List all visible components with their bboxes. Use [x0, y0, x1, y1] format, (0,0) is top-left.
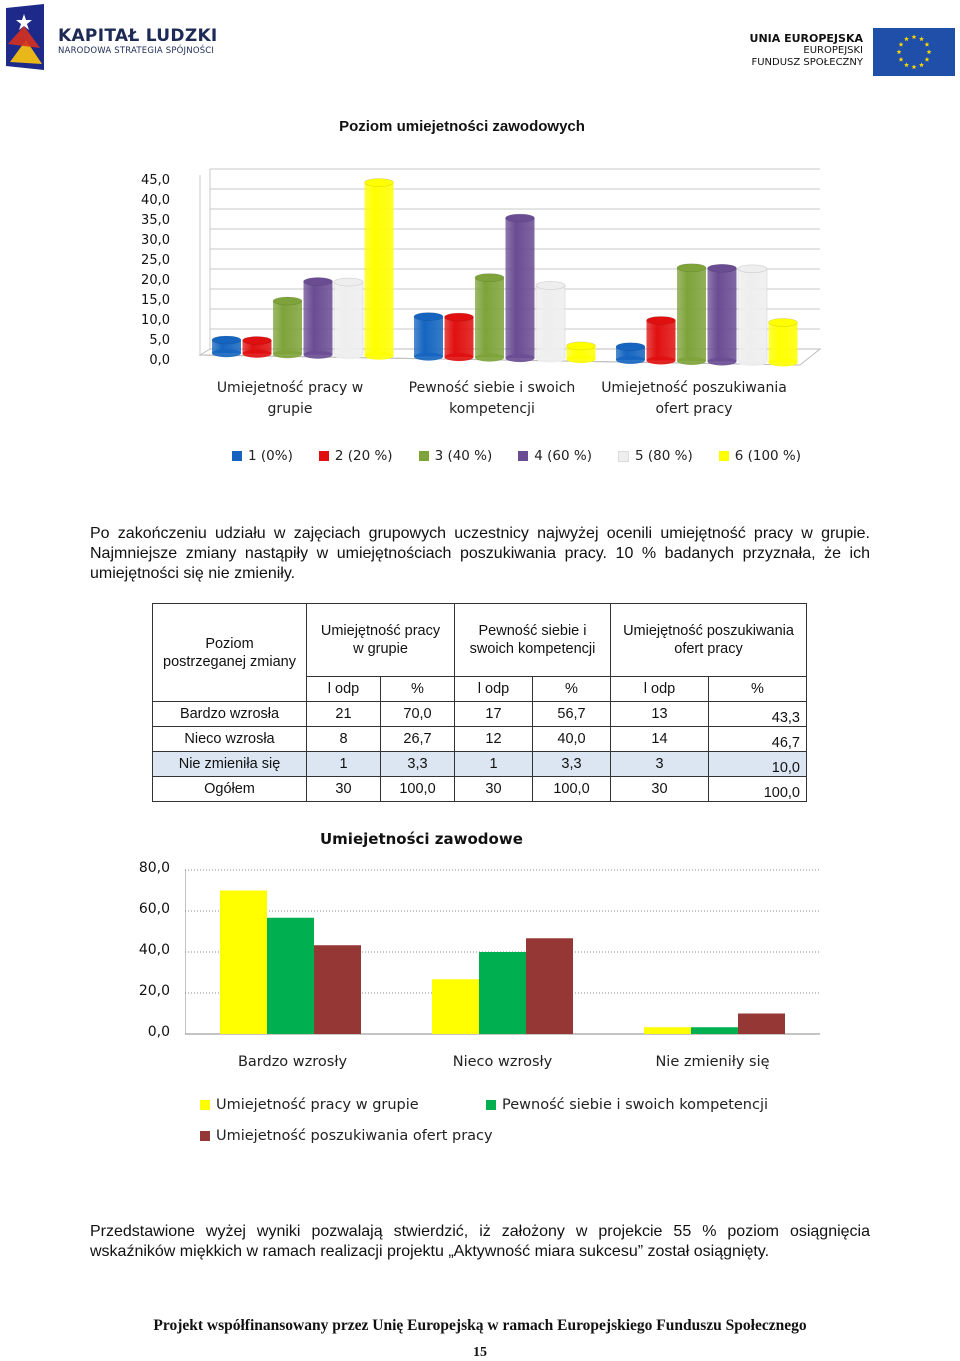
table-cell: Bardzo wzrosła: [153, 702, 307, 727]
eu-flag-icon: [873, 28, 955, 76]
chart1-bar: [475, 274, 504, 362]
chart1-bar: [273, 297, 302, 358]
logo-title: KAPITAŁ LUDZKI: [58, 26, 218, 46]
table-cell: 3,3: [381, 752, 455, 777]
chart1-bar: [304, 278, 333, 359]
chart1-y-tick: 0,0: [149, 353, 170, 368]
chart1-cat3-line2: ofert pracy: [655, 401, 733, 417]
chart2-category-label-1: Bardzo wzrosły: [237, 1054, 348, 1070]
chart1-bar: [506, 214, 535, 362]
legend-swatch-6: [719, 451, 729, 461]
table-header-confidence-line1: Pewność siebie i: [478, 623, 587, 639]
table-cell: 1: [455, 752, 533, 777]
chart1-bar: [334, 278, 363, 359]
chart1-bar: [616, 343, 645, 364]
chart2-bar: [479, 952, 526, 1034]
chart2-legend-label-1: Umiejetność pracy w grupie: [216, 1097, 419, 1113]
chart1-category-label-3: [594, 378, 794, 420]
footer-text: Projekt współfinansowany przez Unię Europejską w ramach Europejskiego Funduszu Społecznego: [153, 1317, 807, 1334]
chart1-y-tick: 25,0: [141, 253, 170, 268]
chart2-legend-label-2: Pewność siebie i swoich kompetencji: [502, 1097, 769, 1113]
table-cell: 17: [455, 702, 533, 727]
table-header-level: [153, 604, 307, 702]
chart2-legend-item-3: [200, 1128, 493, 1144]
legend-item-4: [518, 448, 592, 464]
chart1-cat2-line2: kompetencji: [449, 401, 535, 417]
paragraph-summary: Po zakończeniu udziału w zajęciach grupowych uczestnicy najwyżej ocenili umiejętność pracy w grupie. Najmniejsze zmiany nastąpiły w umiejętnościach poszukiwania pracy. 10 % badanych przyznała, że ich umiejętności się nie zmieniły.: [90, 525, 870, 582]
chart1-bar: [567, 342, 596, 363]
table-subheader: l odp: [611, 677, 709, 702]
results-table: [152, 603, 807, 802]
table-cell: 1: [307, 752, 381, 777]
table-subheader: %: [381, 677, 455, 702]
table-header-confidence: [455, 604, 611, 677]
table-header-teamwork-line1: Umiejętność pracy: [320, 623, 441, 639]
chart1-y-tick: 40,0: [141, 193, 170, 208]
chart1-bar: [769, 318, 798, 366]
chart1-y-tick: 45,0: [141, 173, 170, 188]
table-cell: 13: [611, 702, 709, 727]
chart2-bar: [220, 891, 267, 1035]
eu-line-1: UNIA EUROPEJSKA: [749, 32, 863, 45]
chart2-plot: [185, 860, 825, 1040]
chart1-bar: [708, 264, 737, 365]
chart1-plot: [180, 150, 830, 375]
chart1-cat3-line1: Umiejetność poszukiwania: [601, 380, 787, 396]
table-cell: 30: [455, 777, 533, 802]
table-row: [153, 777, 807, 802]
chart1-category-label-2: [402, 378, 582, 420]
chart1-bar: [647, 316, 676, 364]
table-header-teamwork-line2: w grupie: [353, 641, 408, 657]
chart2-category-label-2: Nieco wzrosły: [452, 1054, 553, 1070]
table-cell: 46,7: [709, 727, 807, 752]
table-cell: 56,7: [533, 702, 611, 727]
chart2-y-tick: 60,0: [138, 901, 170, 917]
table-row: [153, 702, 807, 727]
chart2-y-tick: 40,0: [138, 942, 170, 958]
table-header-teamwork: [307, 604, 455, 677]
chart1-bar: [243, 337, 272, 358]
table-subheader: %: [709, 677, 807, 702]
chart1-y-tick: 30,0: [141, 233, 170, 248]
legend-item-3: [419, 448, 493, 464]
table-header-jobsearch-line1: Umiejętność poszukiwania: [623, 623, 794, 639]
chart1-y-tick: 15,0: [141, 293, 170, 308]
table-cell: 26,7: [381, 727, 455, 752]
chart2-bar: [526, 938, 573, 1034]
legend-label-6: 6 (100 %): [734, 448, 802, 464]
chart1-y-tick: 20,0: [141, 273, 170, 288]
chart2-bar: [691, 1027, 738, 1034]
legend-item-6: [719, 448, 801, 464]
chart1-bar: [445, 313, 474, 361]
chart2-legend-swatch-1: [200, 1100, 210, 1110]
legend-swatch-4: [518, 451, 528, 461]
legend-item-5: [618, 448, 693, 464]
chart2-category-label-3: Nie zmieniły się: [655, 1054, 770, 1070]
table-header-level-line1: Poziom: [205, 635, 254, 652]
legend-label-4: 4 (60 %): [534, 448, 592, 464]
chart2-title: Umiejetności zawodowe: [320, 830, 523, 848]
table-header-level-line2: postrzeganej zmiany: [163, 653, 296, 670]
table-row: [153, 752, 807, 777]
legend-label-2: 2 (20 %): [334, 448, 393, 464]
chart1-bar: [738, 265, 767, 366]
table-cell: 100,0: [381, 777, 455, 802]
chart1-y-tick: 10,0: [141, 313, 170, 328]
table-cell: 10,0: [709, 752, 807, 777]
chart1-bar: [212, 336, 241, 357]
eu-text-block: [750, 33, 863, 69]
chart1-bar: [414, 313, 443, 361]
legend-item-1: [232, 448, 293, 464]
chart1-title: Poziom umiejetności zawodowych: [339, 118, 585, 135]
chart2-y-tick: 80,0: [138, 860, 170, 876]
page-number: 15: [473, 1345, 487, 1360]
table-header-confidence-line2: swoich kompetencji: [469, 641, 596, 657]
legend-label-5: 5 (80 %): [635, 448, 693, 464]
chart1-bar: [677, 264, 706, 365]
table-cell: 8: [307, 727, 381, 752]
legend-swatch-2: [319, 451, 329, 461]
chart1-y-tick: 35,0: [141, 213, 170, 228]
legend-swatch-1: [232, 451, 242, 461]
chart2-legend-item-1: [200, 1097, 419, 1113]
table-cell: 12: [455, 727, 533, 752]
legend-label-1: 1 (0%): [248, 448, 293, 464]
chart2-bar: [267, 918, 314, 1034]
logo-subtitle: NARODOWA STRATEGIA SPÓJNOŚCI: [58, 46, 215, 56]
table-row: [153, 727, 807, 752]
chart1-cat2-line1: Pewność siebie i swoich: [408, 380, 576, 396]
chart2-legend-swatch-3: [200, 1131, 210, 1141]
table-cell: Nie zmieniła się: [153, 752, 307, 777]
table-cell: 100,0: [709, 777, 807, 802]
kapital-ludzki-logo-icon: [4, 4, 56, 72]
chart2-bar: [738, 1014, 785, 1035]
table-subheader: %: [533, 677, 611, 702]
chart1-cat1-line1: Umiejetność pracy w: [216, 380, 364, 396]
table-header-jobsearch-line2: ofert pracy: [674, 641, 743, 657]
legend-swatch-3: [419, 451, 429, 461]
table-cell: 3,3: [533, 752, 611, 777]
table-cell: 21: [307, 702, 381, 727]
table-cell: 70,0: [381, 702, 455, 727]
table-cell: 40,0: [533, 727, 611, 752]
table-cell: 43,3: [709, 702, 807, 727]
table-subheader: l odp: [307, 677, 381, 702]
table-cell: 3: [611, 752, 709, 777]
legend-item-2: [319, 448, 393, 464]
table-cell: 100,0: [533, 777, 611, 802]
eu-line-2: EUROPEJSKI: [803, 45, 863, 56]
table-cell: Nieco wzrosła: [153, 727, 307, 752]
table-cell: 14: [611, 727, 709, 752]
chart2-legend-label-3: Umiejetność poszukiwania ofert pracy: [216, 1128, 493, 1144]
table-cell: Ogółem: [153, 777, 307, 802]
table-subheader: l odp: [455, 677, 533, 702]
paragraph-conclusion: Przedstawione wyżej wyniki pozwalają stwierdzić, iż założony w projekcie 55 % poziom osiągnięcia wskaźników miękkich w ramach realizacji projektu „Aktywność miara sukcesu” został osiągnięty.: [90, 1223, 870, 1260]
chart2-bar: [432, 979, 479, 1034]
table-header-jobsearch: [611, 604, 807, 677]
eu-line-3: FUNDUSZ SPOŁECZNY: [751, 57, 863, 68]
chart1-category-label-1: [205, 378, 375, 420]
chart2-bar: [314, 945, 361, 1034]
chart1-bar: [536, 281, 565, 362]
chart1-y-tick: 5,0: [149, 333, 170, 348]
chart2-legend-swatch-2: [486, 1100, 496, 1110]
legend-label-3: 3 (40 %): [434, 448, 493, 464]
chart1-legend: [232, 448, 827, 464]
chart2-legend-item-2: [486, 1097, 768, 1113]
chart2-y-tick: 20,0: [138, 983, 170, 999]
chart1-bar: [365, 179, 394, 360]
chart1-cat1-line2: grupie: [267, 401, 313, 417]
table-cell: 30: [611, 777, 709, 802]
chart2-y-tick: 0,0: [147, 1024, 170, 1040]
legend-swatch-5: [618, 451, 629, 462]
chart2-bar: [644, 1027, 691, 1034]
table-cell: 30: [307, 777, 381, 802]
